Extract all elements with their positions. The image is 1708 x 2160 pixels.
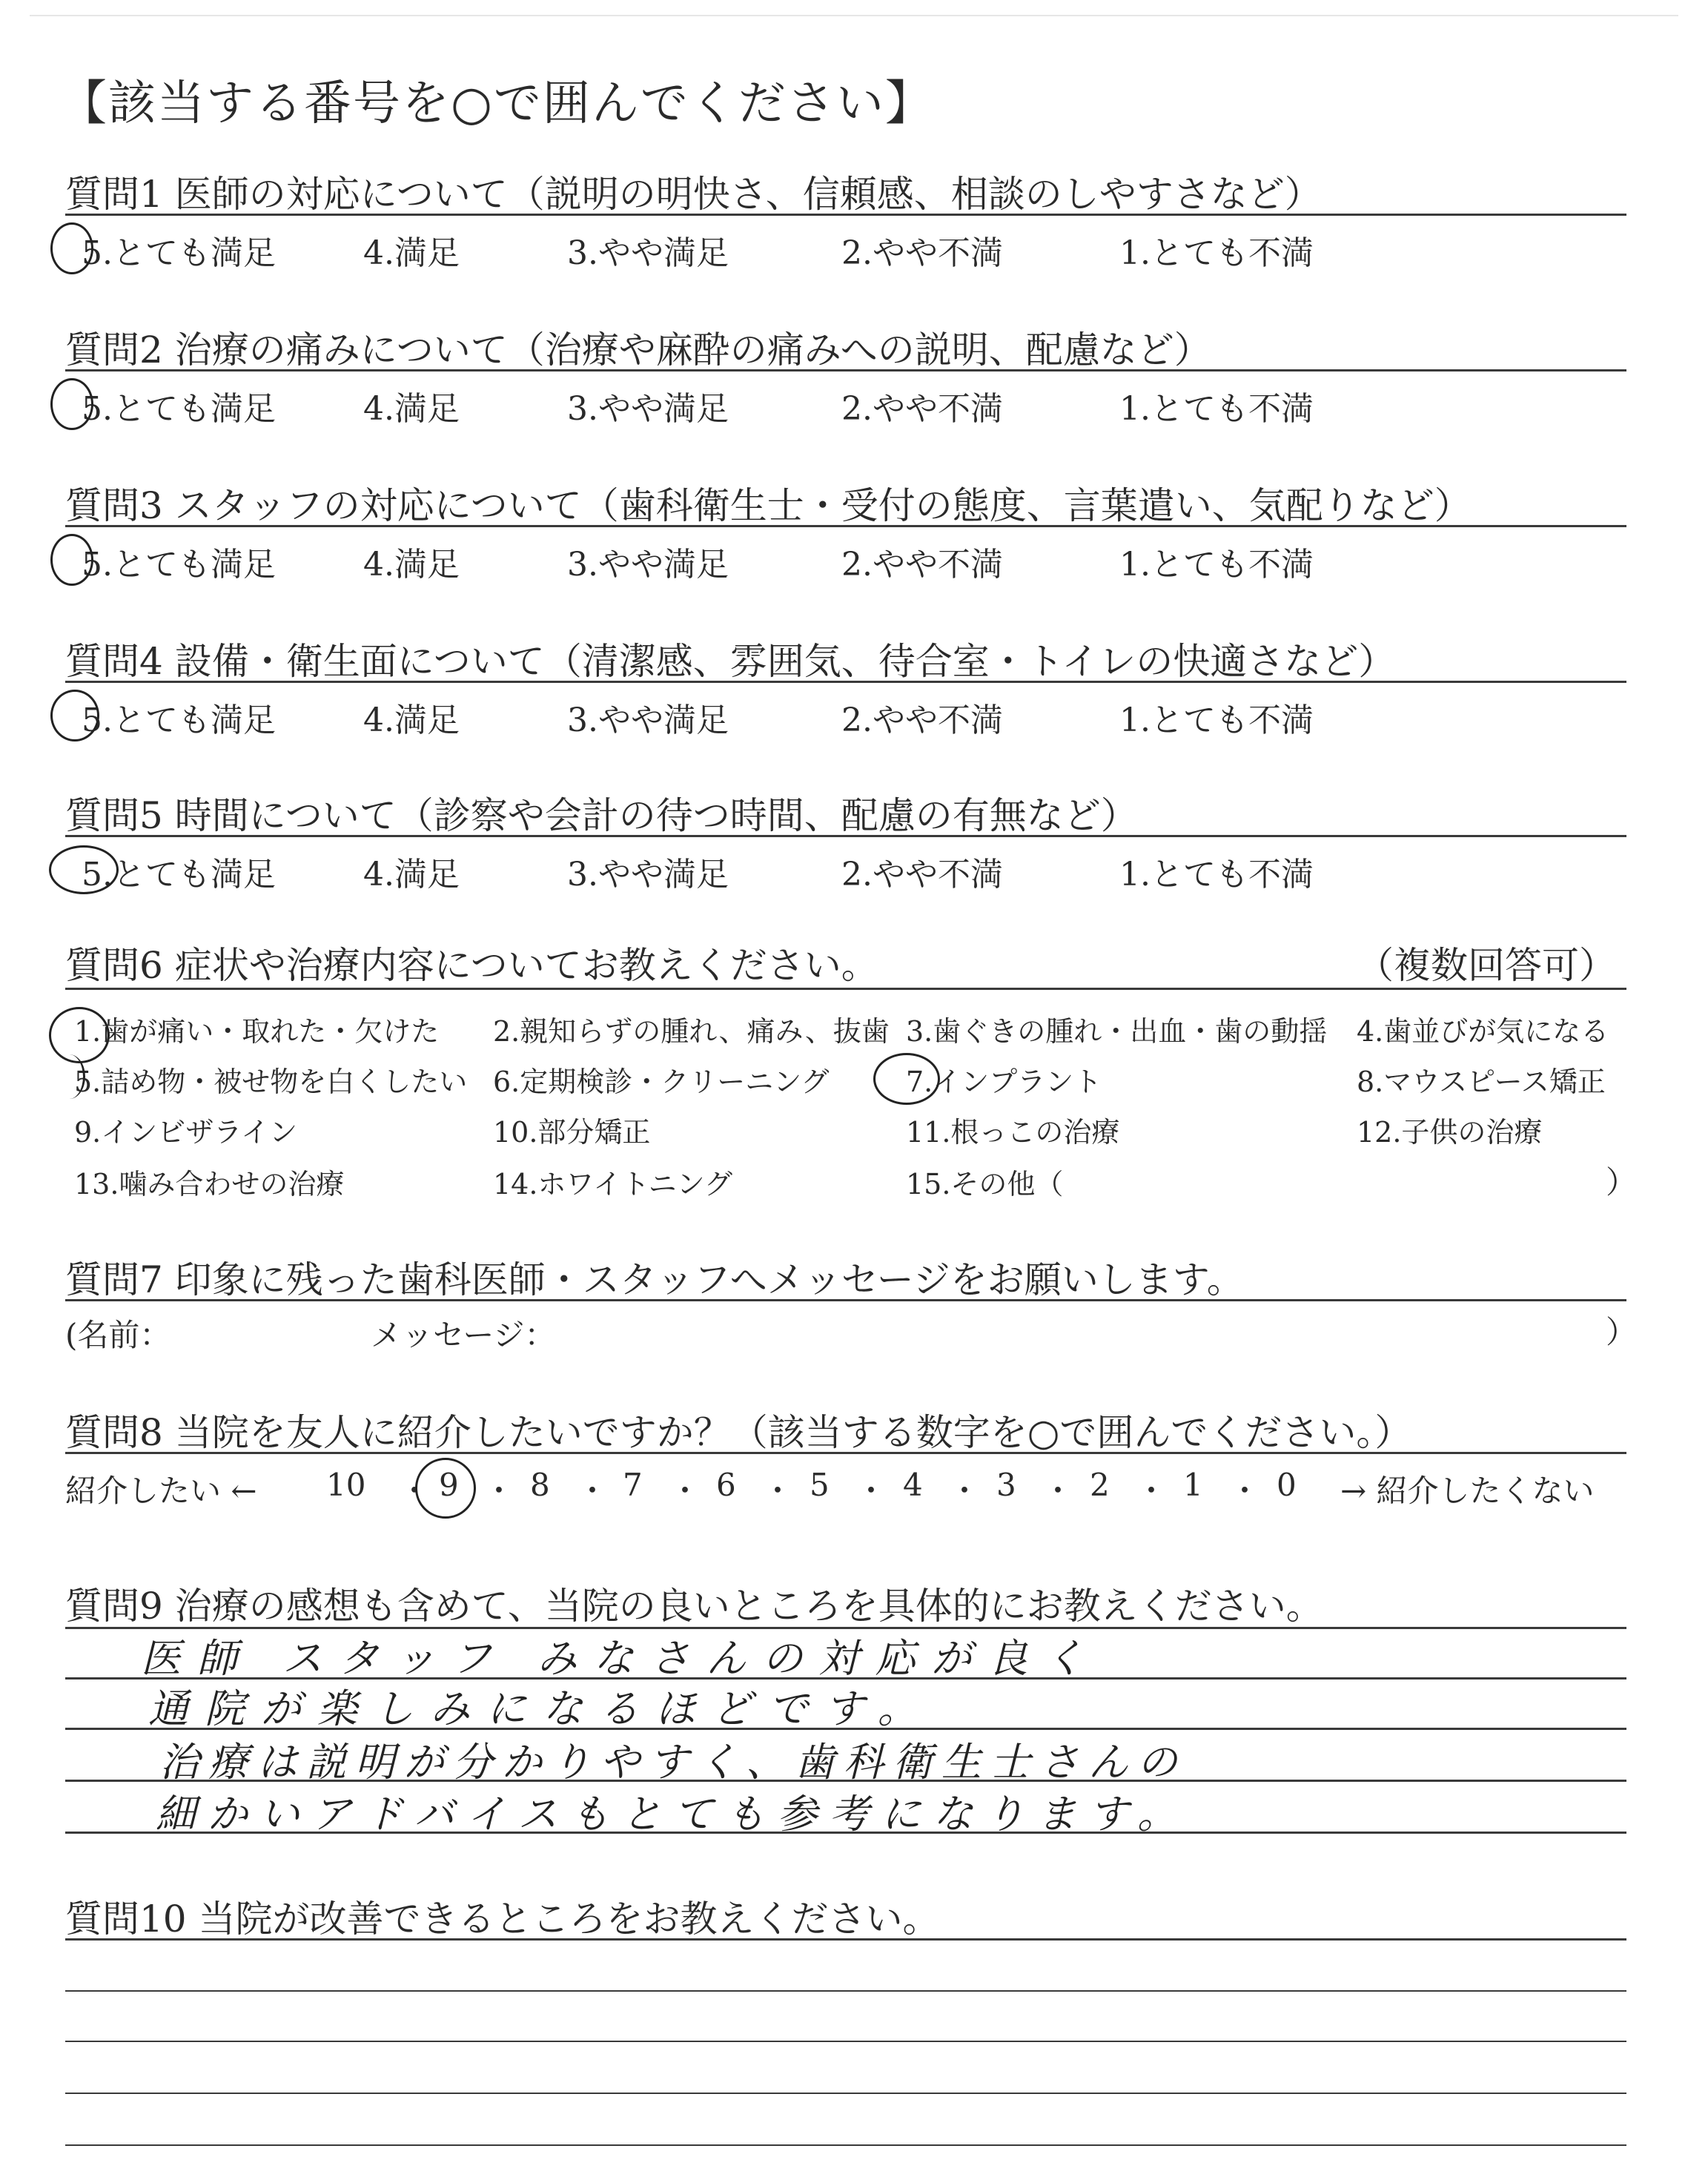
recommend-right-label: → 紹介したくない <box>1340 1473 1595 1509</box>
symptom-option-10[interactable]: 10.部分矯正 <box>493 1116 651 1149</box>
dot: ・ <box>949 1473 981 1509</box>
close-paren: ） <box>1606 1164 1638 1200</box>
symptom-option-6[interactable]: 6.定期検診・クリーニング <box>493 1066 830 1098</box>
close-paren: ） <box>1606 1314 1638 1350</box>
rule <box>65 525 1626 527</box>
question-1: 質問1 医師の対応について（説明の明快さ、信頼感、相談のしやすさなど） <box>65 173 1322 216</box>
rule <box>65 1832 1626 1834</box>
selection-circle <box>50 690 99 742</box>
option-1[interactable]: 1.とても不満 <box>1119 546 1314 584</box>
score-7[interactable]: 7 <box>623 1467 643 1503</box>
selection-circle <box>415 1458 476 1519</box>
score-0[interactable]: 0 <box>1277 1467 1297 1503</box>
option-5[interactable]: 5.とても満足 <box>82 390 276 428</box>
question-7: 質問7 印象に残った歯科医師・スタッフへメッセージをお願いします。 <box>65 1258 1244 1301</box>
option-5[interactable]: 5.とても満足 <box>82 546 276 584</box>
handwritten-answer-line-2: 通院が楽しみになるほどです。 <box>148 1685 934 1732</box>
option-3[interactable]: 3.やや満足 <box>567 390 729 428</box>
rule <box>65 214 1626 216</box>
selection-circle <box>50 534 93 586</box>
score-9[interactable]: 9 <box>439 1467 459 1503</box>
rule <box>65 681 1626 683</box>
score-1[interactable]: 1 <box>1183 1467 1203 1503</box>
score-3[interactable]: 3 <box>996 1467 1016 1503</box>
option-3[interactable]: 3.やや満足 <box>567 701 729 739</box>
option-3[interactable]: 3.やや満足 <box>567 234 729 272</box>
dot: ・ <box>1042 1473 1074 1509</box>
rule <box>65 1938 1626 1941</box>
page-title: 【該当する番号を○で囲んでください】 <box>59 76 934 131</box>
handwritten-answer-line-4: 細かいアドバイスもとても参考になります。 <box>156 1791 1190 1837</box>
rule <box>65 2041 1626 2042</box>
score-6[interactable]: 6 <box>716 1467 736 1503</box>
dot: ・ <box>577 1473 609 1509</box>
option-2[interactable]: 2.やや不満 <box>841 701 1003 739</box>
option-2[interactable]: 2.やや不満 <box>841 390 1003 428</box>
option-4[interactable]: 4.満足 <box>363 701 460 739</box>
question-5: 質問5 時間について（診察や会計の待つ時間、配慮の有無など） <box>65 794 1138 837</box>
question-9: 質問9 治療の感想も含めて、当院の良いところを具体的にお教えください。 <box>65 1585 1323 1628</box>
rule <box>65 1299 1626 1301</box>
option-2[interactable]: 2.やや不満 <box>841 856 1003 894</box>
dot: ・ <box>762 1473 794 1509</box>
option-5[interactable]: 5.とても満足 <box>82 856 276 894</box>
dot: ・ <box>1229 1473 1261 1509</box>
score-5[interactable]: 5 <box>810 1467 830 1503</box>
option-2[interactable]: 2.やや不満 <box>841 234 1003 272</box>
multiple-answer-note: （複数回答可） <box>1357 944 1616 987</box>
dot: ・ <box>855 1473 887 1509</box>
rule <box>65 988 1626 990</box>
dot: ・ <box>669 1473 701 1509</box>
option-1[interactable]: 1.とても不満 <box>1119 390 1314 428</box>
symptom-option-8[interactable]: 8.マウスピース矯正 <box>1357 1066 1606 1098</box>
question-6: 質問6 症状や治療内容についてお教えください。 <box>65 944 878 987</box>
option-4[interactable]: 4.満足 <box>363 390 460 428</box>
symptom-option-15[interactable]: 15.その他（ <box>906 1168 1064 1200</box>
dot: ・ <box>483 1473 515 1509</box>
question-3: 質問3 スタッフの対応について（歯科衛生士・受付の態度、言葉遣い、気配りなど） <box>65 484 1472 527</box>
symptom-option-3[interactable]: 3.歯ぐきの腫れ・出血・歯の動揺 <box>906 1015 1328 1048</box>
rule <box>65 1452 1626 1454</box>
message-label: メッセージ： <box>371 1317 556 1353</box>
question-4: 質問4 設備・衛生面について（清潔感、雰囲気、待合室・トイレの快適さなど） <box>65 640 1396 683</box>
score-10[interactable]: 10 <box>326 1467 366 1503</box>
rule <box>65 1990 1626 1992</box>
dot: ・ <box>399 1473 431 1509</box>
rule <box>65 2093 1626 2094</box>
selection-circle <box>49 1007 110 1063</box>
option-5[interactable]: 5.とても満足 <box>82 234 276 272</box>
symptom-option-2[interactable]: 2.親知らずの腫れ、痛み、抜歯 <box>493 1015 890 1048</box>
rule <box>65 1780 1626 1782</box>
selection-circle <box>50 222 93 274</box>
question-2: 質問2 治療の痛みについて（治療や麻酔の痛みへの説明、配慮など） <box>65 328 1211 371</box>
rule <box>65 1728 1626 1730</box>
recommend-left-label: 紹介したい ← <box>65 1473 257 1509</box>
question-10: 質問10 当院が改善できるところをお教えください。 <box>65 1898 940 1941</box>
name-label: (名前： <box>65 1317 171 1353</box>
handwritten-answer-line-1: 医師 スタッフ みなさんの対応が良く <box>141 1635 1101 1682</box>
symptom-option-13[interactable]: 13.噛み合わせの治療 <box>74 1168 345 1200</box>
rule <box>65 835 1626 837</box>
symptom-option-9[interactable]: 9.インビザライン <box>74 1116 298 1149</box>
symptom-option-14[interactable]: 14.ホワイトニング <box>493 1168 733 1200</box>
option-4[interactable]: 4.満足 <box>363 856 460 894</box>
handwritten-answer-line-3: 治療は説明が分かりやすく、歯科衛生士さんの <box>159 1739 1186 1786</box>
selection-circle <box>873 1053 940 1105</box>
option-3[interactable]: 3.やや満足 <box>567 546 729 584</box>
option-5[interactable]: 5.とても満足 <box>82 701 276 739</box>
symptom-option-11[interactable]: 11.根っこの治療 <box>906 1116 1120 1149</box>
option-1[interactable]: 1.とても不満 <box>1119 856 1314 894</box>
selection-circle <box>49 845 119 894</box>
selection-circle <box>50 378 93 430</box>
symptom-option-1[interactable]: 1.歯が痛い・取れた・欠けた <box>74 1015 440 1048</box>
question-8: 質問8 当院を友人に紹介したいですか？（該当する数字を○で囲んでください。） <box>65 1411 1412 1454</box>
rule <box>65 369 1626 371</box>
rule <box>65 2144 1626 2146</box>
symptom-option-5[interactable]: 5.詰め物・被せ物を白くしたい <box>74 1066 468 1098</box>
score-2[interactable]: 2 <box>1090 1467 1110 1503</box>
symptom-option-4[interactable]: 4.歯並びが気になる <box>1357 1015 1609 1048</box>
option-4[interactable]: 4.満足 <box>363 234 460 272</box>
option-4[interactable]: 4.満足 <box>363 546 460 584</box>
option-1[interactable]: 1.とても不満 <box>1119 701 1314 739</box>
option-3[interactable]: 3.やや満足 <box>567 856 729 894</box>
option-1[interactable]: 1.とても不満 <box>1119 234 1314 272</box>
option-2[interactable]: 2.やや不満 <box>841 546 1003 584</box>
selection-circle <box>53 1054 85 1099</box>
symptom-option-7[interactable]: 7.インプラント <box>906 1066 1102 1098</box>
dot: ・ <box>1136 1473 1168 1509</box>
score-8[interactable]: 8 <box>530 1467 550 1503</box>
score-4[interactable]: 4 <box>903 1467 923 1503</box>
symptom-option-12[interactable]: 12.子供の治療 <box>1357 1116 1543 1149</box>
top-edge-line <box>30 15 1678 16</box>
